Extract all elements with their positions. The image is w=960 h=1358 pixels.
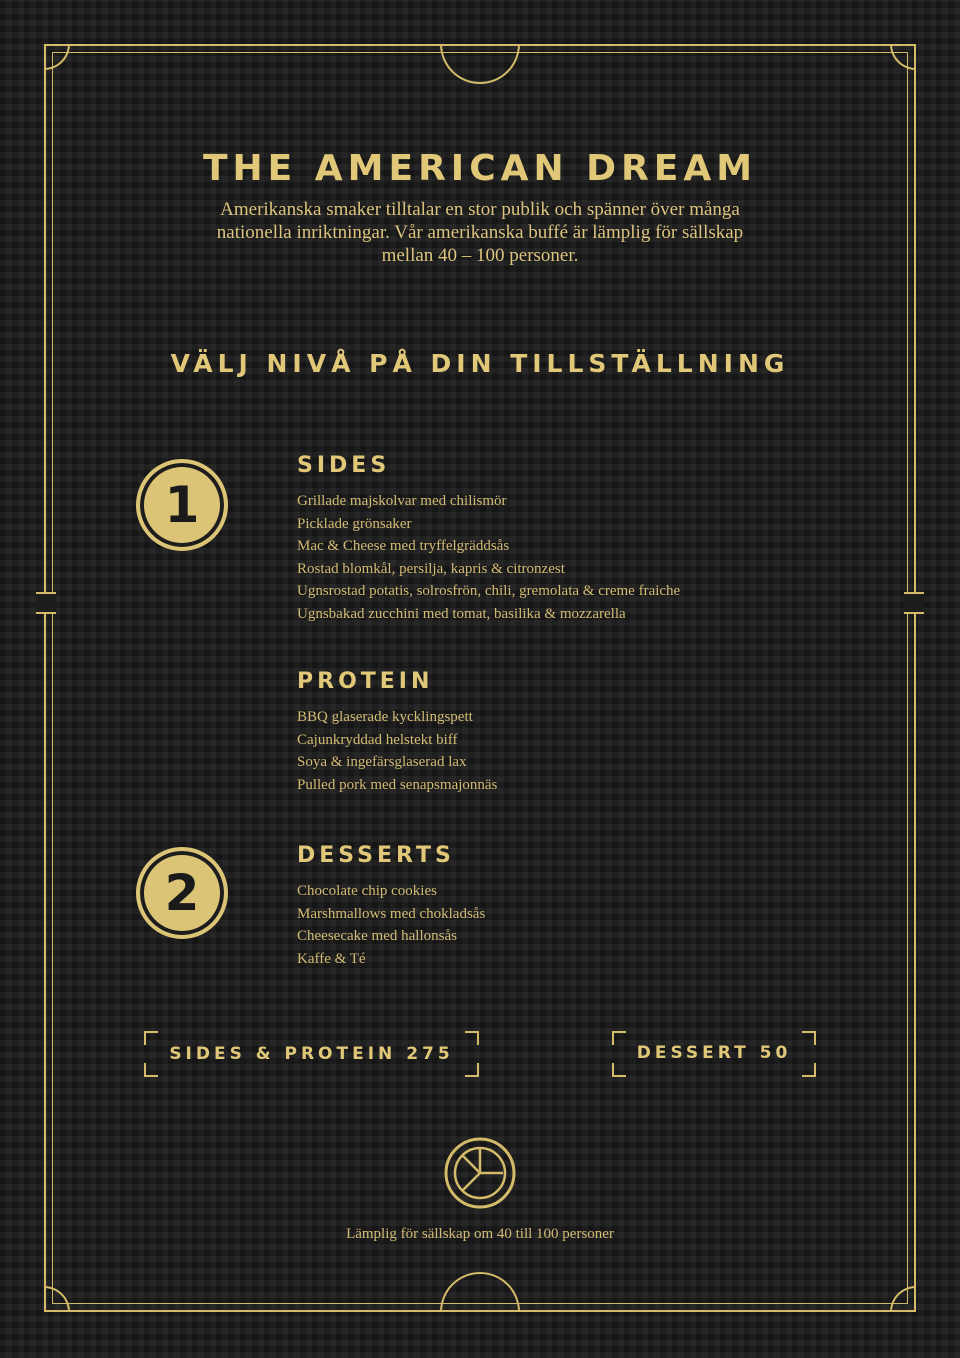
price-main-box: [144, 1031, 479, 1077]
price-main: SIDES & PROTEIN 275: [169, 1044, 454, 1064]
footer-text: Lämplig för sällskap om 40 till 100 personer: [346, 1226, 614, 1242]
frame-notch-right: [904, 592, 924, 614]
list-item: Ugnsbakad zucchini med tomat, basilika & mozzarella: [297, 605, 626, 622]
list-item: Cheesecake med hallonsås: [297, 928, 457, 945]
protein-title: PROTEIN: [297, 669, 434, 694]
list-item: Cajunkryddad helstekt biff: [297, 731, 458, 748]
page-title: THE AMERICAN DREAM: [202, 148, 758, 189]
sides-list: [297, 490, 680, 626]
sides-section: [297, 452, 680, 626]
list-item: BBQ glaserade kycklingspett: [297, 709, 473, 725]
list-item: Picklade grönsaker: [297, 515, 412, 532]
list-item: Rostad blomkål, persilja, kapris & citronzest: [297, 560, 565, 577]
list-item: Mac & Cheese med tryffelgräddsås: [297, 538, 510, 555]
list-item: Marshmallows med chokladsås: [297, 905, 486, 922]
price-dessert: DESSERT 50: [636, 1043, 792, 1063]
list-item: Ugnsrostad potatis, solrosfrön, chili, gremolata & creme fraiche: [297, 583, 681, 600]
circle-logo-icon: [443, 1136, 517, 1210]
list-item: Kaffe & Té: [297, 950, 366, 967]
level-1-badge: 1: [136, 459, 228, 551]
frame-notch-left: [36, 592, 56, 614]
list-item: Grillade majskolvar med chilismör: [297, 493, 507, 509]
list-item: Pulled pork med senapsmajonnäs: [297, 776, 498, 793]
desserts-title: DESSERTS: [297, 843, 455, 868]
level-2-badge: 2: [136, 847, 228, 939]
sides-title: SIDES: [297, 453, 391, 478]
price-dessert-box: [612, 1031, 816, 1077]
desserts-section: [297, 842, 485, 970]
protein-list: [297, 706, 497, 796]
protein-section: [297, 668, 497, 796]
list-item: Chocolate chip cookies: [297, 883, 437, 899]
list-item: Soya & ingefärsglaserad lax: [297, 754, 467, 771]
desserts-list: [297, 880, 485, 970]
intro-text: Amerikanska smaker tilltalar en stor publik och spänner över många nationella inriktningar. Vår amerikanska buffé är lämplig för sällskap mellan 40 – 100 personer.: [216, 199, 744, 266]
level-subheading: VÄLJ NIVÅ PÅ DIN TILLSTÄLLNING: [170, 349, 790, 378]
